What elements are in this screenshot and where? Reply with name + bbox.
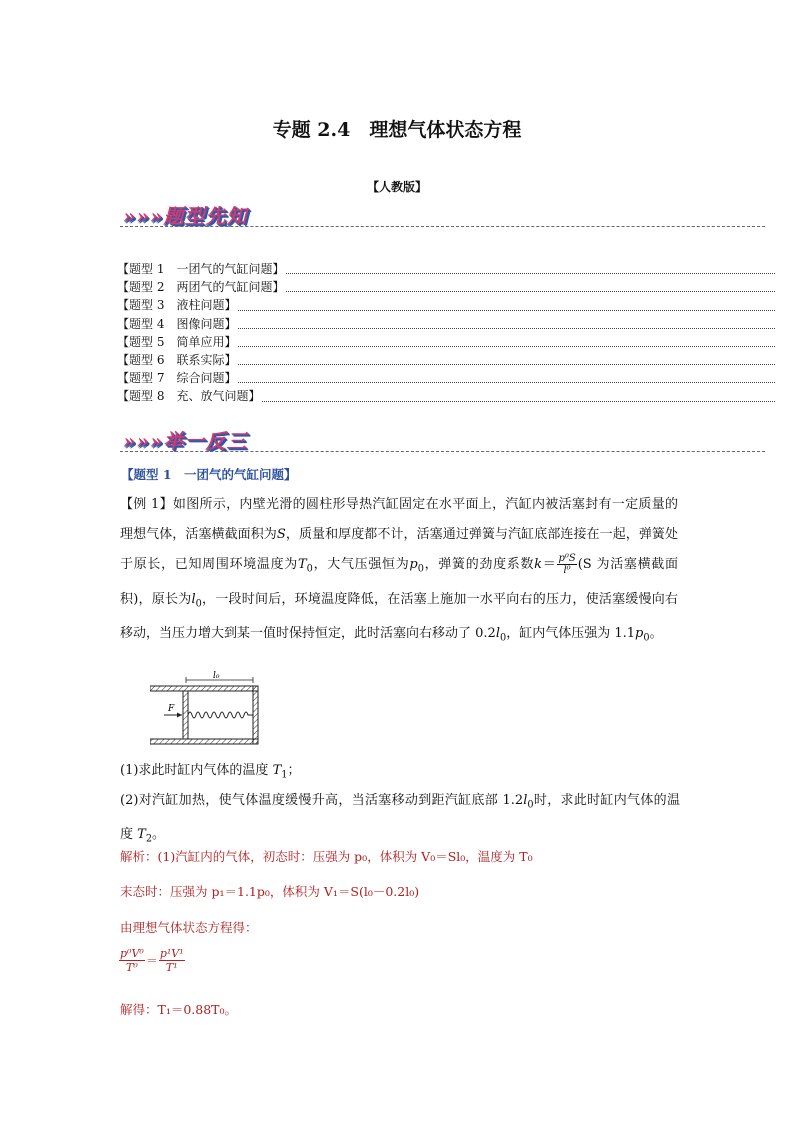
question-2: (2)对汽缸加热，使气体温度缓慢升高，当活塞移动到距汽缸底部 $1.2l_0$时，求此时缸内气体的温度 $T_2$。: [120, 793, 680, 845]
subheading: 【题型 1 一团气的气缸问题】: [121, 467, 297, 482]
dot-leader: [238, 328, 775, 329]
toc-item[interactable]: 【题型 2 两团气的气缸问题】: [117, 278, 775, 296]
section-header-practice: [120, 425, 765, 451]
dot-leader: [286, 291, 775, 292]
toc-item[interactable]: 【题型 5 简单应用】: [117, 333, 775, 351]
toc-item[interactable]: 【题型 6 联系实际】: [117, 351, 775, 369]
cylinder-base: [253, 686, 258, 744]
divider: [120, 226, 765, 227]
section-header-preview: [120, 200, 765, 226]
dot-leader: [238, 346, 775, 347]
spring: [188, 712, 253, 718]
solution-line: 解析：(1)汽缸内的气体，初态时：压强为 p₀，体积为 V₀＝Sl₀，温度为 T₀: [120, 849, 533, 864]
force-label: F: [168, 704, 175, 714]
solution-line: 解得：T₁＝0.88T₀。: [120, 1002, 238, 1017]
example-problem: 【例 1】如图所示，内壁光滑的圆柱形导热汽缸固定在水平面上，汽缸内被活塞封有一定质量的理想气体，活塞横截面积为S，质量和厚度都不计，活塞通过弹簧与汽缸底部连接在一起，弹簧处于原长，已知周围环境温度为$T_0$，大气压强恒为$p_0$，弹簧的劲度系数k＝ $\frac{\text{p⁰S}}{\text{l⁰}}$ (S 为活塞横截面积)，原长为$l_0$，一段时间后，环境温度降低，在活塞上施加一水平向右的压力，使活塞缓慢向右移动，当压力增大到某一值时保持恒定，此时活塞向右移动了 $0.2l_0$，缸内气体压强为 $1.1p_0$。: [120, 497, 678, 644]
dot-leader: [238, 382, 775, 383]
cylinder-diagram: [150, 668, 260, 750]
solution-line: 由理想气体状态方程得：: [120, 920, 258, 935]
cylinder-top-wall: [150, 686, 258, 691]
piston: [183, 691, 188, 739]
toc-item[interactable]: 【题型 8 充、放气问题】: [117, 387, 775, 405]
dot-leader: [238, 364, 775, 365]
length-label: l₀: [213, 671, 220, 681]
dot-leader: [238, 310, 775, 311]
table-of-contents: [117, 260, 775, 406]
toc-item[interactable]: 【题型 3 液柱问题】: [117, 296, 775, 314]
dot-leader: [262, 401, 775, 402]
toc-item[interactable]: 【题型 7 综合问题】: [117, 369, 775, 387]
toc-item[interactable]: 【题型 1 一团气的气缸问题】: [117, 260, 775, 278]
divider: [120, 451, 765, 452]
toc-item[interactable]: 【题型 4 图像问题】: [117, 315, 775, 333]
fraction: $\frac{\text{p⁰S}}{\text{l⁰}}$: [558, 553, 576, 576]
section-title: »»»举一反三: [123, 429, 248, 453]
page-title: 专题 2.4 理想气体状态方程: [272, 119, 522, 141]
solution-equation: $\frac{\text{p⁰V⁰}}{\text{T⁰}}$ ＝ $\frac{\text{p¹V¹}}{\text{T¹}}$: [120, 947, 184, 974]
edition-label: 【人教版】: [366, 180, 427, 194]
fraction: $\frac{\text{p⁰V⁰}}{\text{T⁰}}$: [120, 947, 144, 974]
section-title: »»»题型先知: [123, 204, 248, 228]
dot-leader: [286, 273, 775, 274]
fraction: $\frac{\text{p¹V¹}}{\text{T¹}}$: [159, 947, 184, 974]
cylinder-bottom-wall: [150, 739, 258, 744]
question-1: (1)求此时缸内气体的温度 $T_1$；: [120, 763, 301, 781]
arrow-head: [177, 713, 182, 718]
solution-line: 末态时：压强为 p₁＝1.1p₀，体积为 V₁＝S(l₀－0.2l₀): [120, 884, 420, 899]
